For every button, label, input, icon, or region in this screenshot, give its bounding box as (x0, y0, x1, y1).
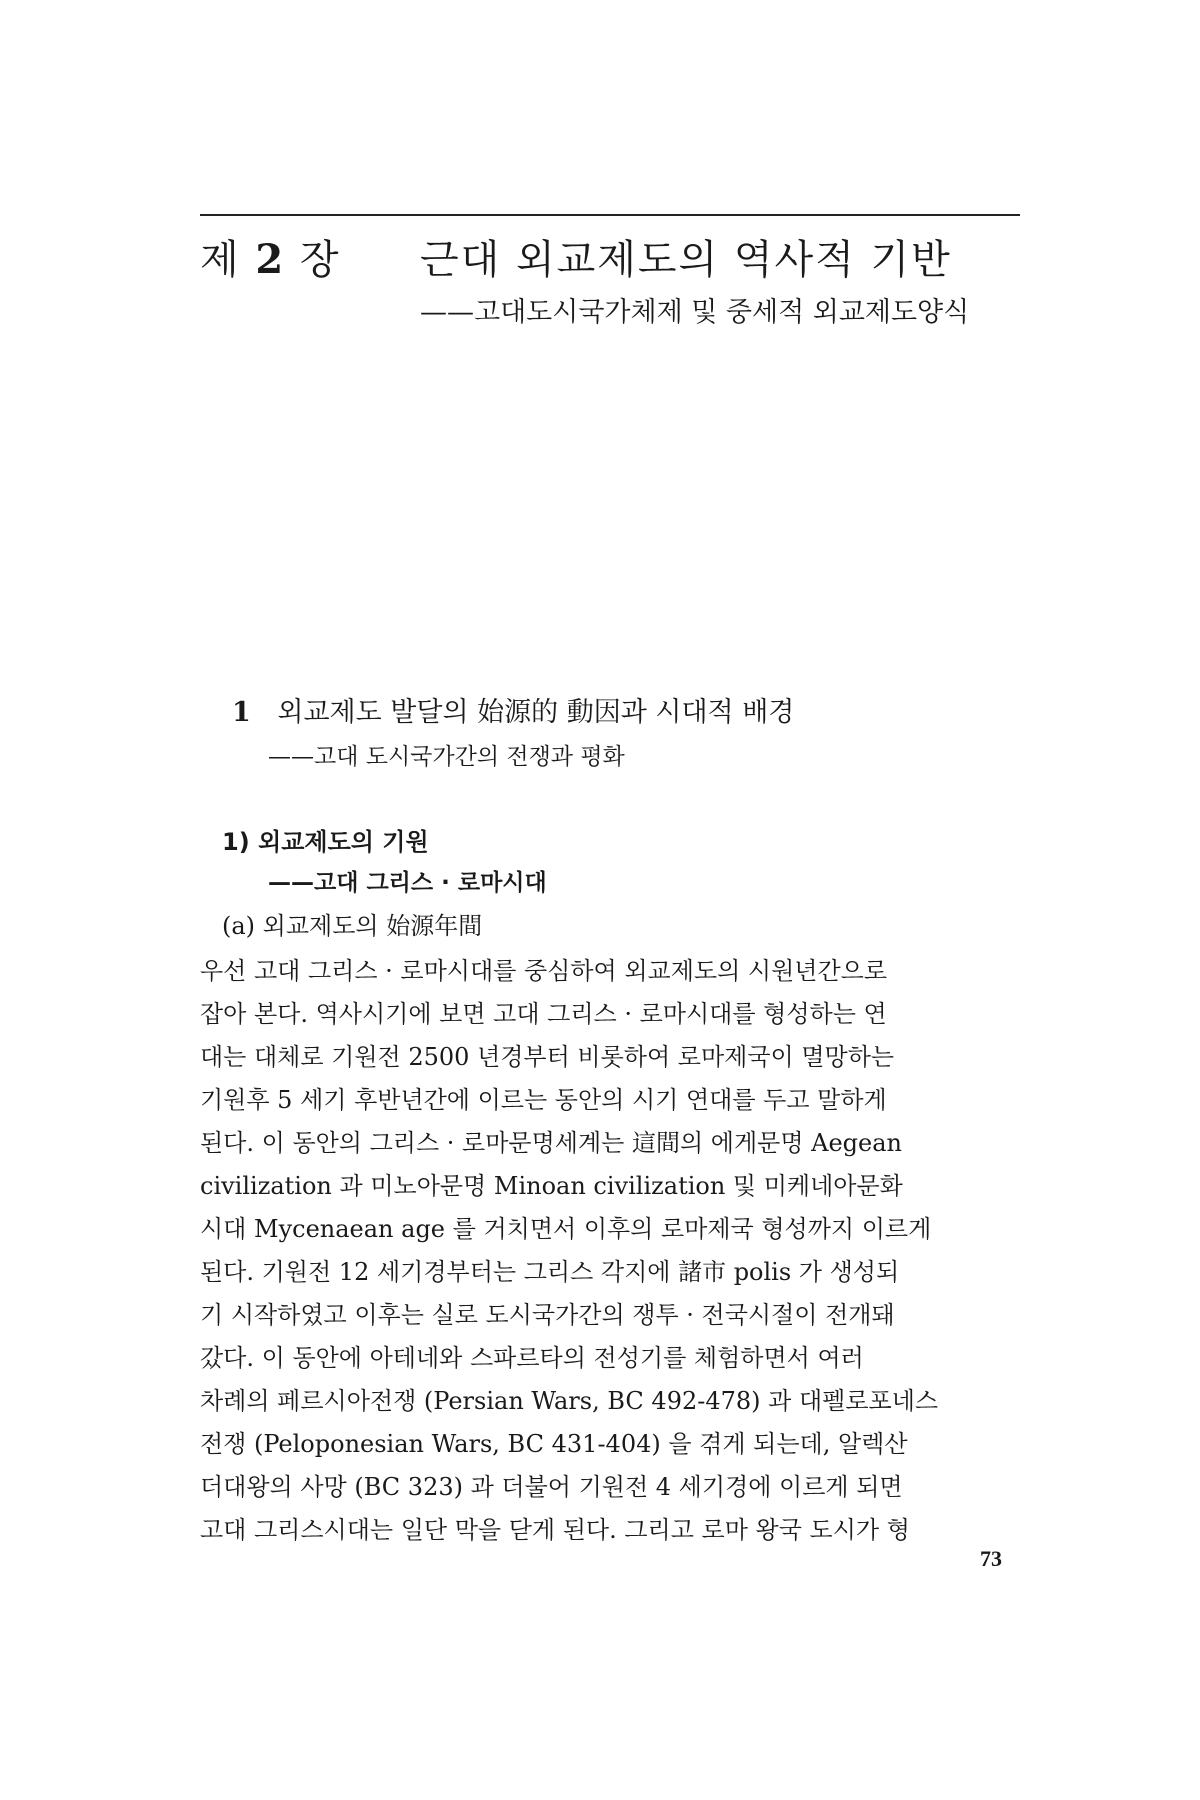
body-line: 더대왕의 사망 (BC 323) 과 더불어 기원전 4 세기경에 이르게 되면 (200, 1473, 903, 1501)
body-line: 대는 대체로 기원전 2500 년경부터 비롯하여 로마제국이 멸망하는 (200, 1043, 895, 1071)
body-text (200, 950, 1040, 1552)
chapter-title (200, 228, 952, 285)
body-line: 우선 고대 그리스 · 로마시대를 중심하여 외교제도의 시원년간으로 (200, 957, 887, 985)
chapter-subtitle: ——고대도시국가체제 및 중세적 외교제도양식 (420, 297, 970, 328)
chapter-title-text: 근대 외교제도의 역사적 기반 (420, 237, 952, 283)
body-line: 고대 그리스시대는 일단 막을 닫게 된다. 그리고 로마 왕국 도시가 형 (200, 1516, 910, 1544)
body-line: 기 시작하였고 이후는 실로 도시국가간의 쟁투 · 전국시절이 전개돼 (200, 1301, 895, 1329)
body-line: 차례의 페르시아전쟁 (Persian Wars, BC 492-478) 과 대펠로포네스 (200, 1387, 939, 1415)
chapter-label-prefix: 제 (200, 237, 241, 283)
body-line: 잡아 본다. 역사시기에 보면 고대 그리스 · 로마시대를 형성하는 연 (200, 1000, 887, 1028)
chapter-label-suffix: 장 (299, 237, 341, 283)
section-number: 1 (232, 697, 251, 728)
chapter-top-rule (200, 214, 1020, 216)
page-number: 73 (980, 1546, 1002, 1571)
body-line: 시대 Mycenaean age 를 거치면서 이후의 로마제국 형성까지 이르게 (200, 1215, 932, 1243)
section-title: 외교제도 발달의 始源的 動因과 시대적 배경 (277, 697, 795, 728)
chapter-number: 2 (255, 236, 286, 283)
subsection-subtitle: ——고대 그리스 · 로마시대 (268, 870, 547, 896)
item-heading: (a) 외교제도의 始源年間 (222, 912, 483, 940)
body-line: 된다. 기원전 12 세기경부터는 그리스 각지에 諸市 polis 가 생성되 (200, 1258, 900, 1286)
subsection-heading: 1) 외교제도의 기원 (222, 828, 429, 856)
body-line: 전쟁 (Peloponesian Wars, BC 431-404) 을 겪게 되는데, 알렉산 (200, 1430, 908, 1458)
body-line: 된다. 이 동안의 그리스 · 로마문명세계는 這間의 에게문명 Aegean (200, 1129, 903, 1157)
section-heading (232, 690, 794, 729)
body-line: 기원후 5 세기 후반년간에 이르는 동안의 시기 연대를 두고 말하게 (200, 1086, 887, 1114)
body-line: civilization 과 미노아문명 Minoan civilization 및 미케네아문화 (200, 1172, 903, 1200)
body-line: 갔다. 이 동안에 아테네와 스파르타의 전성기를 체험하면서 여러 (200, 1344, 864, 1372)
section-subtitle: ——고대 도시국가간의 전쟁과 평화 (268, 744, 625, 770)
